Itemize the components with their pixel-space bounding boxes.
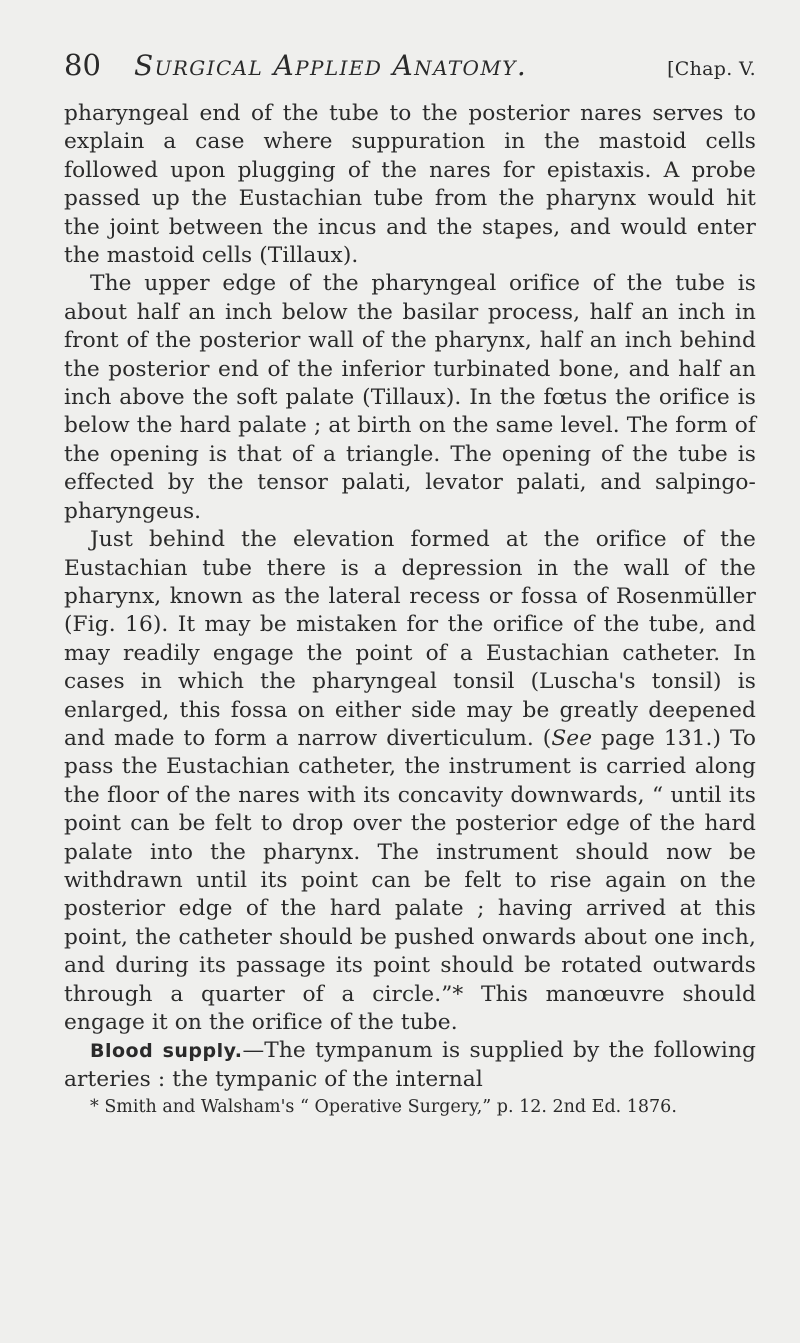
paragraph-orifice-position: The upper edge of the pharyngeal orifice of the tube is about half an inch below the basilar process, half an inch in front of the posterior wall of the pharynx, half an inch behind the posterior end of the inferior turbinated bone, and half an inch above the soft palate (Tillaux). In the fœtus the orifice is below the hard palate ; at birth on the same level. The form of the opening is that of a triangle. The opening of the tube is effected by the tensor palati, levator palati, and salpingo-pharyngeus.	[64, 271, 756, 524]
page-number: 80	[64, 48, 101, 82]
page-header	[64, 48, 756, 82]
paragraph-text-before: Just behind the elevation formed at the orifice of the Eustachian tube there is a depression in the wall of the pharynx, known as the lateral recess or fossa of Rosenmüller (Fig. 16). It may be mistaken for the orifice of the tube, and may readily engage the point of a Eustachian catheter. In cases in which the pharyngeal tonsil (Luscha's tonsil) is enlarged, this fossa on either side may be greatly deepened and made to form a narrow diverticulum. (	[64, 527, 756, 751]
running-title: Surgical Applied Anatomy.	[134, 49, 528, 82]
body-text	[64, 100, 756, 1094]
paragraph-continuation: pharyngeal end of the tube to the posterior nares serves to explain a case where suppuration in the mastoid cells followed upon plugging of the nares for epistaxis. A probe passed up the Eustachian tube from the pharynx would hit the joint between the incus and the stapes, and would enter the mastoid cells (Tillaux).	[64, 101, 756, 269]
paragraph-blood-supply	[64, 1037, 756, 1094]
blood-supply-text: —The tympanum is supplied by the following arteries : the tympanic of the internal	[64, 1038, 756, 1092]
book-page	[64, 48, 756, 1118]
section-heading-blood-supply: Blood supply.	[90, 1040, 243, 1063]
see-reference: See	[551, 725, 593, 751]
footnote: * Smith and Walsham's “ Operative Surgery,” p. 12. 2nd Ed. 1876.	[90, 1097, 677, 1118]
paragraph-text-after: page 131.) To pass the Eustachian catheter, the instrument is carried along the floor of the nares with its concavity downwards, “ until its point can be felt to drop over the posterior edge of the hard palate into the pharynx. The instrument should now be withdrawn until its point can be felt to rise again on the posterior edge of the hard palate ; having arrived at this point, the catheter should be pushed onwards about one inch, and during its passage its point should be rotated outwards through a quarter of a circle.”* This manœuvre should engage it on the orifice of the tube.	[64, 725, 757, 1035]
paragraph-rosenmuller-fossa	[64, 526, 756, 1037]
chapter-reference: [Chap. V.	[667, 58, 756, 80]
